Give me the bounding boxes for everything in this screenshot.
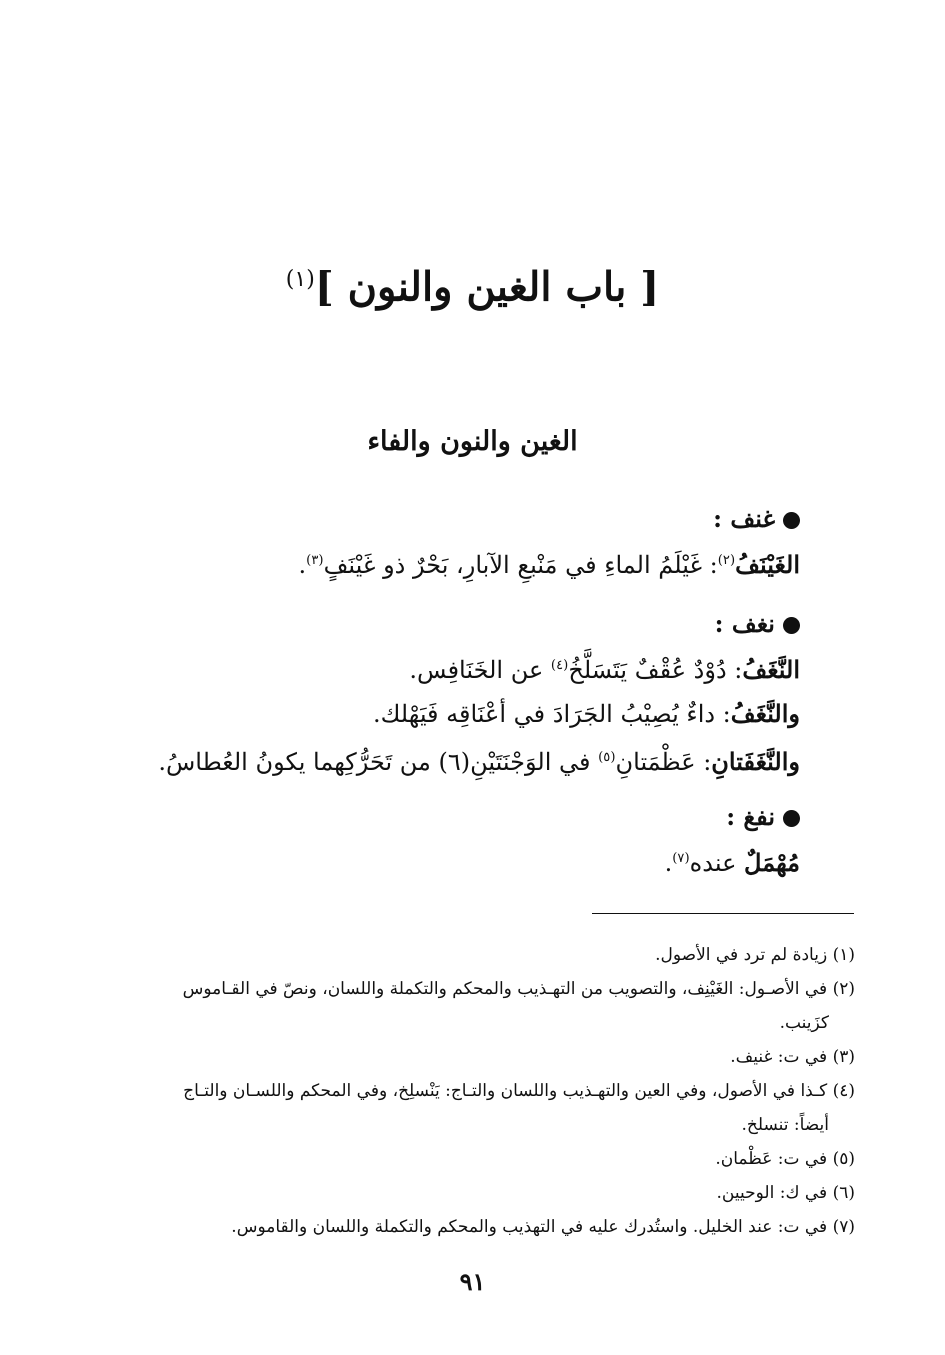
- entry-nfgh: [120, 797, 800, 885]
- entry-nghf: [120, 604, 800, 784]
- chapter-title: [100, 245, 845, 322]
- footnote-3: (٣) في ت: غنيف.: [730, 1047, 855, 1067]
- footnote-2: (٢) في الأصـول: الغَيْنِف، والتصويب من التهـذيب والمحكم والتكملة واللسان، ونصّ في القـاموس: [182, 979, 855, 999]
- entry-text: : دُوْدٌ عُقْفٌ يَتَسَلَّخُ: [568, 656, 743, 684]
- entry-term: الغَيْنَفُ: [735, 550, 800, 579]
- footnote-6: (٦) في ك: الوحيين.: [716, 1183, 855, 1203]
- entry-head-text: نغف :: [714, 609, 775, 638]
- entry-text: : عَظْمَتانِ: [615, 748, 712, 776]
- entry-end: في الوَجْنَتَيْنِ(٦) من تَحَرُّكِهما يكونُ العُطاسُ.: [158, 748, 599, 776]
- entry-line: [120, 539, 800, 587]
- chapter-footnote-ref: (١): [285, 267, 315, 292]
- footnote-ref: (٤): [550, 658, 569, 673]
- entry-term: والنَّغَفَتانِ: [711, 747, 800, 776]
- entry-line: [120, 644, 800, 692]
- entry-end: .: [372, 700, 381, 728]
- entry-term: والنَّغَفُ: [730, 699, 800, 728]
- footnote-1: (١) زيادة لم ترد في الأصول.: [655, 945, 855, 965]
- entry-text: : داءٌ يُصِيْبُ الجَرَادَ في أعْنَاقِه فَيَهْلك: [380, 700, 731, 728]
- entry-end: عن الخَنَافِس.: [409, 656, 551, 684]
- footnote-ref: (٧): [672, 851, 690, 866]
- footnote-ref: (٢): [717, 553, 736, 568]
- bullet-icon: [783, 810, 800, 827]
- entry-end: .: [664, 849, 673, 877]
- footnote-ref: (٣): [306, 553, 324, 568]
- entry-line: [120, 692, 800, 736]
- entry-line: [120, 837, 800, 885]
- entry-ghnf: [120, 499, 800, 587]
- entry-text: عنده: [689, 849, 745, 877]
- entry-line: [120, 736, 800, 784]
- entry-head: [120, 604, 800, 644]
- page-number: ٩١: [459, 1267, 486, 1296]
- footnote-5: (٥) في ت: عَظْمان.: [715, 1149, 855, 1169]
- entry-head-text: غنف :: [713, 504, 775, 533]
- chapter-title-text: [ باب الغين والنون ]: [314, 263, 660, 311]
- footnote-ref: (٥): [598, 750, 616, 765]
- entry-term: مُهْمَلٌ: [744, 848, 800, 877]
- footnote-7: (٧) في ت: عند الخليل. واستُدرك عليه في التهذيب والمحكم والتكملة واللسان والقاموس.: [231, 1217, 855, 1237]
- footnote-4: (٤) كـذا في الأصول، وفي العين والتهـذيب واللسان والتـاج: يَنْسلِخ، وفي المحكم واللسـان والتـاج: [183, 1081, 855, 1101]
- footnote-divider: [592, 913, 854, 914]
- entry-head: [120, 797, 800, 837]
- entry-text: : غَيْلَمُ الماءِ في مَنْبعِ الآبارِ، بَحْرٌ ذو غَيْنَفٍ: [323, 551, 718, 579]
- entry-term: النَّغَفُ: [742, 655, 800, 684]
- entry-head-text: نفغ :: [726, 802, 775, 831]
- footnotes: [135, 938, 855, 1244]
- footnote-4-continuation: أيضاً: تنسلخ.: [741, 1115, 829, 1135]
- section-title: الغين والنون والفاء: [367, 426, 578, 457]
- bullet-icon: [783, 617, 800, 634]
- entry-head: [120, 499, 800, 539]
- bullet-icon: [783, 512, 800, 529]
- entry-end: .: [298, 551, 307, 579]
- footnote-2-continuation: كزَينب.: [779, 1013, 829, 1033]
